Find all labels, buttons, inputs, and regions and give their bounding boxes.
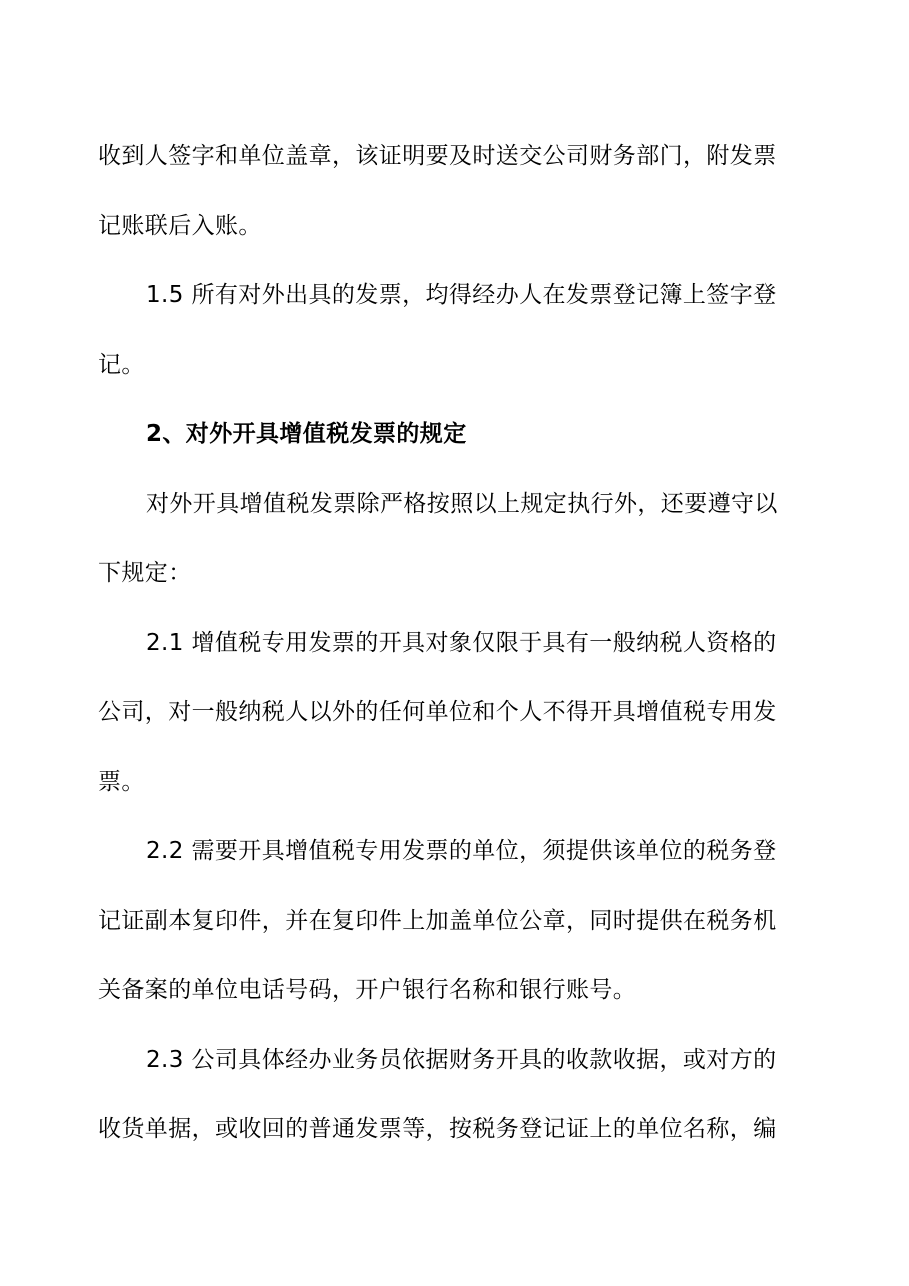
text-line: 记。 bbox=[98, 351, 145, 378]
text-line: 2.2 需要开具增值税专用发票的单位，须提供该单位的税务登 bbox=[146, 838, 777, 864]
text-line: 2.1 增值税专用发票的开具对象仅限于具有一般纳税人资格的 bbox=[146, 629, 777, 656]
paragraph-2-1 bbox=[98, 609, 814, 818]
text-line: 记证副本复印件，并在复印件上加盖单位公章，同时提供在税务机 bbox=[98, 907, 777, 934]
section-heading: 2、对外开具增值税发票的规定 bbox=[146, 421, 467, 447]
text-line: 2.3 公司具体经办业务员依据财务开具的收款收据，或对方的 bbox=[146, 1046, 777, 1073]
text-line: 关备案的单位电话号码，开户银行名称和银行账号。 bbox=[98, 977, 637, 1003]
text-line: 票。 bbox=[98, 768, 145, 795]
text-line: 对外开具增值税发票除严格按照以上规定执行外，还要遵守以 bbox=[146, 490, 778, 517]
paragraph-2-2 bbox=[98, 817, 814, 1026]
text-line: 记账联后入账。 bbox=[98, 212, 262, 239]
paragraph-intro bbox=[98, 470, 814, 609]
text-line: 下规定： bbox=[98, 560, 192, 586]
paragraph-1-5 bbox=[98, 261, 814, 400]
text-line: 1.5 所有对外出具的发票，均得经办人在发票登记簿上签字登 bbox=[146, 282, 777, 308]
text-line: 收到人签字和单位盖章，该证明要及时送交公司财务部门，附发票 bbox=[98, 143, 777, 169]
paragraph-2-3 bbox=[98, 1026, 814, 1165]
document-body bbox=[98, 122, 814, 1165]
text-line: 收货单据，或收回的普通发票等，按税务登记证上的单位名称，编 bbox=[98, 1116, 777, 1142]
text-line: 公司，对一般纳税人以外的任何单位和个人不得开具增值税专用发 bbox=[98, 699, 777, 725]
paragraph-continuation bbox=[98, 122, 814, 261]
